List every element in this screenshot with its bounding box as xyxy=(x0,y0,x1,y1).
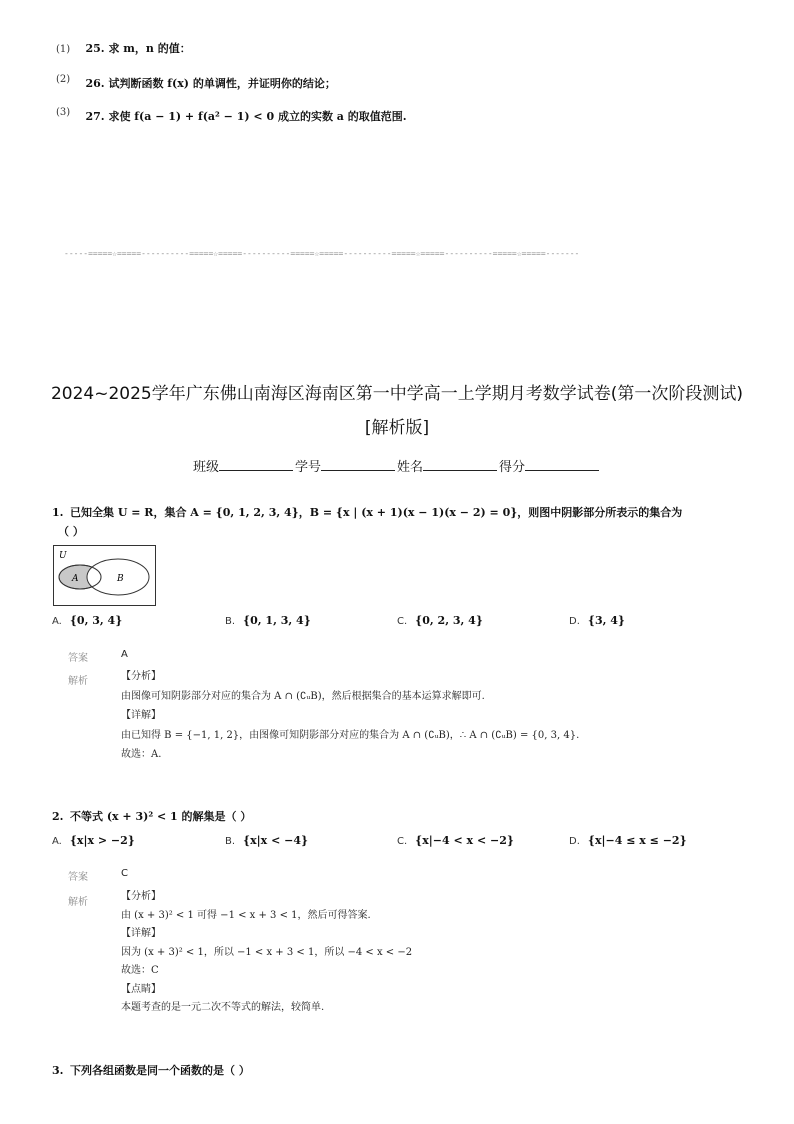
id-label: 学号 xyxy=(294,460,321,475)
q1-analysis-line: 由已知得 B = {−1, 1, 2}，由图像可知阴影部分对应的集合为 A ∩ (∁ᵤB)，∴ A ∩ (∁ᵤB) = {0, 3, 4}. xyxy=(121,729,580,741)
q2-analysis-line: 【分析】 xyxy=(121,891,161,902)
q2-analysis-line: 【点睛】 xyxy=(121,983,161,995)
q2-option-b[interactable] xyxy=(225,834,308,847)
question-2-text: 不等式 (x + 3)² < 1 的解集是（ ） xyxy=(70,810,252,823)
name-label: 姓名 xyxy=(397,460,424,475)
question-3-stem xyxy=(52,1062,250,1078)
q2-analysis-line: 【详解】 xyxy=(121,928,161,939)
q1-option-a-value: {0, 3, 4} xyxy=(69,614,123,627)
venn-a-label: A xyxy=(72,574,79,584)
q2-option-c-value: {x|−4 < x < −2} xyxy=(415,834,514,847)
q1-analysis-line: 【详解】 xyxy=(121,710,161,721)
q2-option-d-label: D. xyxy=(569,836,580,847)
subquestion-2 xyxy=(56,70,336,90)
q2-option-a-value: {x|x > −2} xyxy=(69,834,135,847)
q1-option-d-value: {3, 4} xyxy=(587,614,626,627)
q1-option-d-label: D. xyxy=(569,616,580,627)
q2-analysis-line: 因为 (x + 3)² < 1，所以 −1 < x + 3 < 1，所以 −4 < x < −2 xyxy=(121,946,413,958)
subquestion-3-text: 27. 求使 f(a − 1) + f(a² − 1) < 0 成立的实数 a 的取值范围. xyxy=(85,110,407,123)
venn-u-label: U xyxy=(59,551,67,561)
page-title: 2024~2025学年广东佛山南海区海南区第一中学高一上学期月考数学试卷(第一次阶段测试)[解析版] xyxy=(50,384,744,438)
venn-svg xyxy=(54,546,155,605)
q1-answer-value: A xyxy=(121,649,128,660)
q1-answer-label: 答案 xyxy=(68,653,88,664)
question-2-options xyxy=(52,834,752,850)
q2-option-c[interactable] xyxy=(397,834,514,847)
subquestion-3-number: (3) xyxy=(56,107,71,118)
q2-option-d[interactable] xyxy=(569,834,687,847)
subquestion-1-text: 25. 求 m，n 的值： xyxy=(85,42,191,55)
q1-option-b-label: B. xyxy=(225,616,236,627)
venn-diagram xyxy=(53,545,156,606)
q1-option-c-value: {0, 2, 3, 4} xyxy=(415,614,483,627)
q2-option-a[interactable] xyxy=(52,834,135,847)
question-1-stem xyxy=(52,504,682,520)
id-blank xyxy=(321,458,395,471)
subquestion-2-text: 26. 试判断函数 f(x) 的单调性，并证明你的结论； xyxy=(85,77,336,90)
q2-answer-label: 答案 xyxy=(68,872,88,883)
class-blank xyxy=(219,458,293,471)
score-blank xyxy=(525,458,599,471)
section-divider: -----=====☆=====----------=====☆=====----------=====☆=====----------=====☆=====----------=====☆=====------- xyxy=(64,249,580,258)
class-label: 班级 xyxy=(192,460,219,475)
subquestion-3 xyxy=(56,103,407,123)
q1-analysis-line: 【分析】 xyxy=(121,671,161,682)
question-3-text: 下列各组函数是同一个函数的是（ ） xyxy=(70,1064,250,1077)
q2-analysis xyxy=(121,888,412,1018)
q1-option-d[interactable] xyxy=(569,614,625,627)
q2-option-c-label: C. xyxy=(397,836,408,847)
q2-analysis-label: 解析 xyxy=(68,897,88,908)
q1-analysis-line: 故选：A. xyxy=(121,749,162,760)
subquestion-1 xyxy=(56,40,191,56)
question-1-options xyxy=(52,614,752,630)
venn-b-label: B xyxy=(117,574,124,584)
q1-analysis-line: 由图像可知阴影部分对应的集合为 A ∩ (∁ᵤB)，然后根据集合的基本运算求解即可. xyxy=(121,690,485,702)
q2-option-b-value: {x|x < −4} xyxy=(243,834,309,847)
question-2-number: 2. xyxy=(52,810,64,823)
name-blank xyxy=(423,458,497,471)
q1-analysis-label: 解析 xyxy=(68,676,88,687)
q1-option-b-value: {0, 1, 3, 4} xyxy=(243,614,311,627)
q1-option-c[interactable] xyxy=(397,614,483,627)
q2-analysis-line: 由 (x + 3)² < 1 可得 −1 < x + 3 < 1，然后可得答案. xyxy=(121,909,371,921)
q2-option-b-label: B. xyxy=(225,836,236,847)
q1-option-a[interactable] xyxy=(52,614,122,627)
q2-analysis-line: 本题考查的是一元二次不等式的解法，较简单. xyxy=(121,1002,325,1013)
q1-analysis xyxy=(121,667,579,765)
question-1-number: 1. xyxy=(52,506,64,519)
student-info-line xyxy=(0,456,794,475)
question-2-stem xyxy=(52,808,251,824)
subquestion-1-number: (1) xyxy=(56,44,71,55)
q2-analysis-line: 故选：C xyxy=(121,965,159,976)
q2-answer-value: C xyxy=(121,868,128,879)
q2-option-d-value: {x|−4 ≤ x ≤ −2} xyxy=(587,834,687,847)
subquestion-2-number: (2) xyxy=(56,74,71,85)
q1-option-a-label: A. xyxy=(52,616,62,627)
q1-option-b[interactable] xyxy=(225,614,311,627)
q1-option-c-label: C. xyxy=(397,616,408,627)
score-label: 得分 xyxy=(499,460,526,475)
question-3-number: 3. xyxy=(52,1064,64,1077)
question-1-blank: （ ） xyxy=(58,525,84,538)
q2-option-a-label: A. xyxy=(52,836,62,847)
question-1-text: 已知全集 U = R，集合 A = {0, 1, 2, 3, 4}，B = {x | (x + 1)(x − 1)(x − 2) = 0}，则图中阴影部分所表示的集合为 xyxy=(70,506,683,519)
